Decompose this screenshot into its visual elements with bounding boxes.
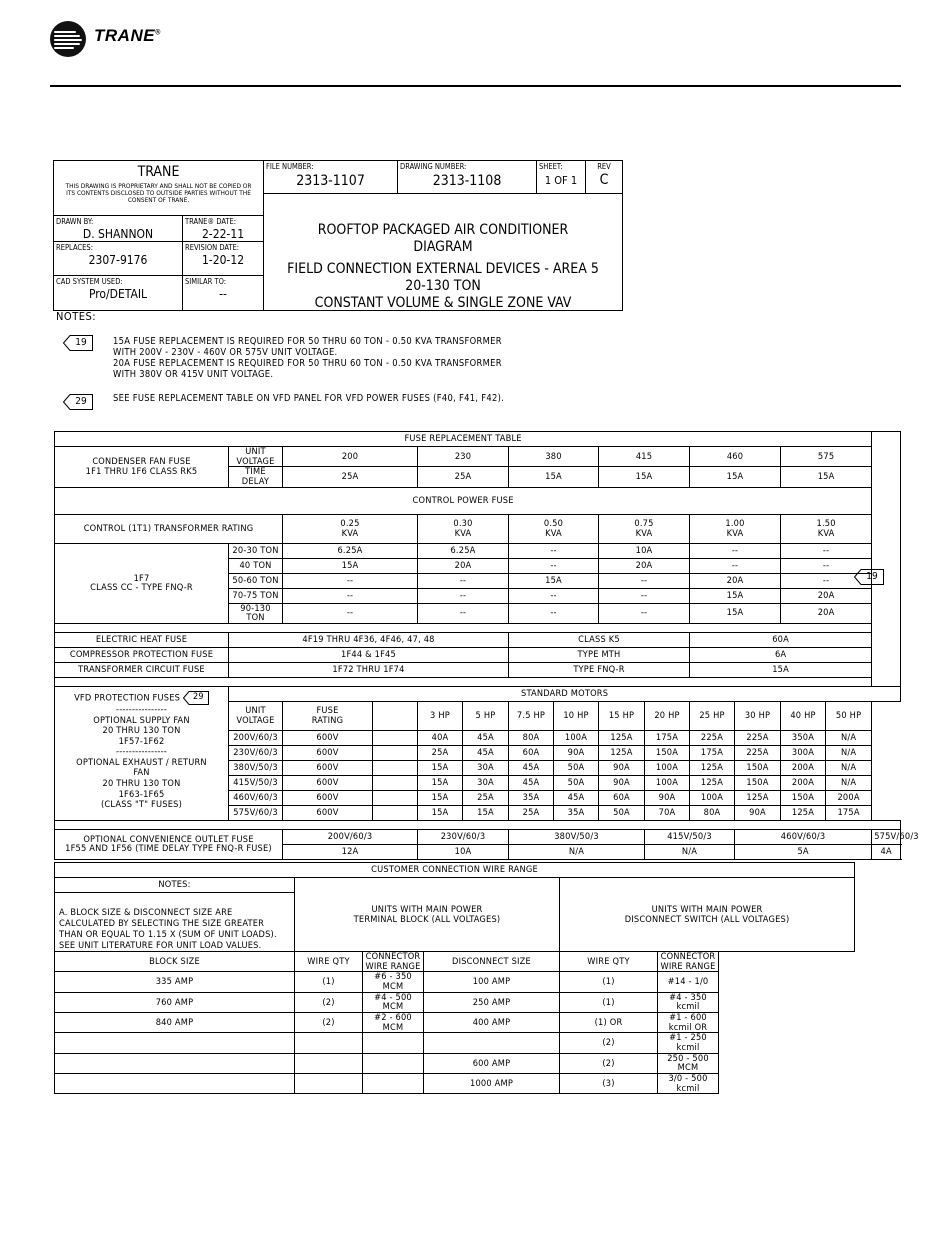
- hp-header: 3 HP: [418, 701, 463, 730]
- unit-voltage-label: UNIT VOLTAGE: [229, 447, 283, 467]
- time-delay-label: TIME DELAY: [229, 467, 283, 487]
- vfd-amp: 30A: [463, 760, 509, 775]
- wire-cell: #1 - 600 kcmil OR: [658, 1013, 719, 1033]
- wire-cell: [55, 1033, 295, 1053]
- vfd-amp: N/A: [826, 745, 872, 760]
- fuse-label: COMPRESSOR PROTECTION FUSE: [55, 647, 229, 662]
- ton-range: 90-130 TON: [229, 603, 283, 623]
- f7-amp: --: [781, 543, 872, 558]
- vfd-voltage: 415V/50/3: [229, 775, 283, 790]
- fuse-amp: 60A: [690, 632, 872, 647]
- unit-voltage-header: UNIT VOLTAGE: [229, 701, 283, 730]
- trane-date: 2-22-11: [201, 226, 245, 241]
- wire-cell: [55, 1074, 295, 1094]
- wire-cell: [55, 1053, 295, 1073]
- vfd-tag: 29: [183, 691, 209, 705]
- hp-header: 15 HP: [599, 701, 645, 730]
- wire-cell: [424, 1033, 560, 1053]
- fuse-rating-header: FUSE RATING: [283, 701, 373, 730]
- wire-cell: #2 - 600 MCM: [363, 1013, 424, 1033]
- drawn-by-cell: DRAWN BY: D. SHANNON: [54, 216, 183, 242]
- replaces: 2307-9176: [88, 252, 148, 267]
- fuse-label: TRANSFORMER CIRCUIT FUSE: [55, 662, 229, 677]
- f7-amp: --: [283, 588, 418, 603]
- vfd-amp: 45A: [463, 730, 509, 745]
- vfd-amp: 40A: [418, 730, 463, 745]
- ton-range: 40 TON: [229, 558, 283, 573]
- vfd-amp: 25A: [418, 745, 463, 760]
- outlet-voltage: 230V/60/3: [418, 829, 509, 844]
- outlet-voltage: 415V/50/3: [645, 829, 735, 844]
- hp-header: 25 HP: [690, 701, 735, 730]
- hp-header: 50 HP: [826, 701, 872, 730]
- unit-voltage: 380: [509, 447, 599, 467]
- time-delay-amp: 25A: [283, 467, 418, 487]
- outlet-amp: 4A: [872, 844, 901, 859]
- hp-header: 10 HP: [554, 701, 599, 730]
- sheet-number: 1 OF 1: [544, 173, 578, 187]
- wire-cell: [363, 1074, 424, 1094]
- transformer-rating-label: CONTROL (1T1) TRANSFORMER RATING: [55, 514, 283, 543]
- vfd-rating: 600V: [283, 775, 373, 790]
- f7-amp: --: [599, 573, 690, 588]
- kva-rating: 1.50 KVA: [781, 514, 872, 543]
- revision: C: [599, 171, 609, 188]
- outlet-voltage: 380V/50/3: [509, 829, 645, 844]
- vfd-amp: 200A: [781, 775, 826, 790]
- wire-col-header: DISCONNECT SIZE: [424, 952, 560, 972]
- wire-range-title: CUSTOMER CONNECTION WIRE RANGE: [55, 863, 855, 878]
- wire-col-header: CONNECTOR WIRE RANGE: [658, 952, 719, 972]
- vfd-rating: 600V: [283, 730, 373, 745]
- vfd-amp: 175A: [690, 745, 735, 760]
- ton-range: 20-30 TON: [229, 543, 283, 558]
- vfd-amp: 45A: [509, 760, 554, 775]
- wire-cell: 760 AMP: [55, 992, 295, 1012]
- ton-range: 50-60 TON: [229, 573, 283, 588]
- title-line-1: ROOFTOP PACKAGED AIR CONDITIONER: [264, 194, 623, 242]
- vfd-amp: 30A: [463, 775, 509, 790]
- vfd-amp: 125A: [599, 730, 645, 745]
- f7-amp: --: [509, 558, 599, 573]
- wire-col-header: WIRE QTY: [295, 952, 363, 972]
- vfd-amp: 100A: [690, 790, 735, 805]
- vfd-amp: 200A: [826, 790, 872, 805]
- vfd-amp: 125A: [599, 745, 645, 760]
- vfd-amp: 125A: [690, 760, 735, 775]
- vfd-rating: 600V: [283, 805, 373, 820]
- hp-header: 20 HP: [645, 701, 690, 730]
- vfd-amp: 15A: [418, 760, 463, 775]
- vfd-amp: 25A: [509, 805, 554, 820]
- outlet-amp: 12A: [283, 844, 418, 859]
- note-19-tag: 19: [63, 335, 93, 351]
- f7-amp: --: [690, 543, 781, 558]
- vfd-amp: 50A: [554, 775, 599, 790]
- rev-cell: REV C: [586, 161, 623, 194]
- f7-amp: 15A: [690, 588, 781, 603]
- vfd-amp: 15A: [418, 805, 463, 820]
- f7-amp: --: [283, 573, 418, 588]
- hp-header: 30 HP: [735, 701, 781, 730]
- outlet-amp: N/A: [509, 844, 645, 859]
- fuse-table-title: FUSE REPLACEMENT TABLE: [55, 432, 872, 447]
- wire-cell: [363, 1053, 424, 1073]
- file-number-cell: FILE NUMBER: 2313-1107: [264, 161, 398, 194]
- wire-cell: [295, 1074, 363, 1094]
- f7-amp: 15A: [690, 603, 781, 623]
- wire-cell: #4 - 350 kcmil: [658, 992, 719, 1012]
- f7-amp: 6.25A: [283, 543, 418, 558]
- hp-header: 40 HP: [781, 701, 826, 730]
- wire-cell: 250 AMP: [424, 992, 560, 1012]
- wire-col-header: WIRE QTY: [560, 952, 658, 972]
- note-29-text: SEE FUSE REPLACEMENT TABLE ON VFD PANEL FOR VFD POWER FUSES (F40, F41, F42).: [113, 393, 505, 404]
- outlet-voltage: 575V/60/3: [872, 829, 901, 844]
- kva-rating: 0.30 KVA: [418, 514, 509, 543]
- vfd-amp: 175A: [826, 805, 872, 820]
- wire-cell: (2): [560, 1033, 658, 1053]
- drawn-by: D. SHANNON: [82, 226, 154, 241]
- vfd-amp: 90A: [554, 745, 599, 760]
- title-lines: [264, 238, 623, 311]
- trane-logo-icon: [50, 21, 86, 57]
- f7-amp: 20A: [599, 558, 690, 573]
- vfd-amp: 225A: [735, 745, 781, 760]
- vfd-voltage: 380V/50/3: [229, 760, 283, 775]
- f7-amp: --: [781, 573, 872, 588]
- f7-amp: 20A: [418, 558, 509, 573]
- f7-amp: 15A: [509, 573, 599, 588]
- vfd-rating: 600V: [283, 790, 373, 805]
- ton-range: 70-75 TON: [229, 588, 283, 603]
- note-29-tag: 29: [63, 394, 93, 410]
- outlet-voltage: 200V/60/3: [283, 829, 418, 844]
- outlet-fuse-label: OPTIONAL CONVENIENCE OUTLET FUSE 1F55 AND 1F56 (TIME DELAY TYPE FNQ-R FUSE): [55, 829, 283, 859]
- wire-cell: 335 AMP: [55, 972, 295, 992]
- vfd-amp: 15A: [418, 775, 463, 790]
- unit-voltage: 415: [599, 447, 690, 467]
- vfd-amp: 45A: [554, 790, 599, 805]
- f7-amp: 15A: [283, 558, 418, 573]
- vfd-amp: 45A: [509, 775, 554, 790]
- unit-voltage: 460: [690, 447, 781, 467]
- revision-date-cell: REVISION DATE: 1-20-12: [183, 242, 264, 276]
- wire-notes-label: NOTES:: [55, 878, 295, 893]
- vfd-amp: 150A: [645, 745, 690, 760]
- control-power-title: CONTROL POWER FUSE: [55, 487, 872, 514]
- fuse-range: 4F19 THRU 4F36, 4F46, 47, 48: [229, 632, 509, 647]
- f7-amp: --: [690, 558, 781, 573]
- kva-rating: 0.75 KVA: [599, 514, 690, 543]
- wire-cell: 250 - 500 MCM: [658, 1053, 719, 1073]
- wire-cell: (2): [295, 1013, 363, 1033]
- vfd-amp: 70A: [645, 805, 690, 820]
- drawing-number: 2313-1108: [432, 172, 502, 189]
- vfd-amp: 150A: [781, 790, 826, 805]
- cad-cell: CAD SYSTEM USED: Pro/DETAIL: [54, 275, 183, 310]
- company-name: TRANE: [137, 164, 180, 180]
- terminal-block-header: UNITS WITH MAIN POWER TERMINAL BLOCK (ALL VOLTAGES): [295, 878, 560, 952]
- replaces-cell: REPLACES: 2307-9176: [54, 242, 183, 276]
- condenser-fan-fuse-label: CONDENSER FAN FUSE 1F1 THRU 1F6 CLASS RK5: [55, 447, 229, 488]
- wire-cell: (2): [560, 1053, 658, 1073]
- time-delay-amp: 15A: [509, 467, 599, 487]
- company-cell: [54, 161, 264, 216]
- vfd-amp: 50A: [599, 805, 645, 820]
- outlet-amp: 5A: [735, 844, 872, 859]
- vfd-amp: 50A: [554, 760, 599, 775]
- vfd-amp: 90A: [645, 790, 690, 805]
- fuse-class: TYPE FNQ-R: [509, 662, 690, 677]
- wire-cell: [363, 1033, 424, 1053]
- vfd-amp: 100A: [645, 775, 690, 790]
- f7-amp: 20A: [781, 603, 872, 623]
- vfd-amp: N/A: [826, 760, 872, 775]
- f7-fuse-label: 1F7 CLASS CC - TYPE FNQ-R: [55, 543, 229, 623]
- vfd-amp: 150A: [735, 760, 781, 775]
- f7-tag-19: 19: [854, 569, 884, 585]
- vfd-amp: 90A: [599, 760, 645, 775]
- vfd-amp: 35A: [509, 790, 554, 805]
- vfd-rating: 600V: [283, 760, 373, 775]
- wire-cell: #1 - 250 kcmil: [658, 1033, 719, 1053]
- vfd-amp: 100A: [645, 760, 690, 775]
- vfd-amp: 100A: [554, 730, 599, 745]
- vfd-voltage: 200V/60/3: [229, 730, 283, 745]
- f7-amp: 6.25A: [418, 543, 509, 558]
- title-line-3: FIELD CONNECTION EXTERNAL DEVICES - AREA 5: [287, 261, 599, 278]
- proprietary-notice: THIS DRAWING IS PROPRIETARY AND SHALL NOT BE COPIED OR ITS CONTENTS DISCLOSED TO OUTSIDE PARTIES WITHOUT THE CONSENT OF TRANE.: [65, 181, 252, 204]
- title-line-2: DIAGRAM: [413, 238, 473, 255]
- unit-voltage: 200: [283, 447, 418, 467]
- wire-cell: (1): [560, 992, 658, 1012]
- f7-amp: --: [418, 588, 509, 603]
- time-delay-amp: 15A: [781, 467, 872, 487]
- brand-name: TRANE®: [94, 26, 161, 45]
- vfd-amp: 15A: [463, 805, 509, 820]
- fuse-range: 1F44 & 1F45: [229, 647, 509, 662]
- vfd-amp: 90A: [735, 805, 781, 820]
- fuse-class: TYPE MTH: [509, 647, 690, 662]
- f7-amp: --: [283, 603, 418, 623]
- vfd-amp: 80A: [509, 730, 554, 745]
- f7-amp: --: [781, 558, 872, 573]
- vfd-amp: 225A: [735, 730, 781, 745]
- vfd-voltage: 460V/60/3: [229, 790, 283, 805]
- revision-date: 1-20-12: [201, 252, 245, 267]
- f7-amp: 20A: [690, 573, 781, 588]
- wire-cell: 1000 AMP: [424, 1074, 560, 1094]
- wire-col-header: BLOCK SIZE: [55, 952, 295, 972]
- fuse-range: 1F72 THRU 1F74: [229, 662, 509, 677]
- vfd-amp: 150A: [735, 775, 781, 790]
- wire-cell: 3/0 - 500 kcmil: [658, 1074, 719, 1094]
- f7-amp: --: [509, 588, 599, 603]
- title-line-5: CONSTANT VOLUME & SINGLE ZONE VAV: [314, 294, 572, 311]
- f7-amp: --: [418, 573, 509, 588]
- wire-cell: (1): [560, 972, 658, 992]
- standard-motors-title: STANDARD MOTORS: [229, 686, 901, 701]
- wire-col-header: CONNECTOR WIRE RANGE: [363, 952, 424, 972]
- outlet-voltage: 460V/60/3: [735, 829, 872, 844]
- vfd-amp: 350A: [781, 730, 826, 745]
- file-number: 2313-1107: [296, 172, 365, 189]
- wire-cell: 100 AMP: [424, 972, 560, 992]
- vfd-amp: 25A: [463, 790, 509, 805]
- wire-cell: 400 AMP: [424, 1013, 560, 1033]
- vfd-voltage: 575V/60/3: [229, 805, 283, 820]
- vfd-amp: 175A: [645, 730, 690, 745]
- wire-cell: #6 - 350 MCM: [363, 972, 424, 992]
- fuse-label: ELECTRIC HEAT FUSE: [55, 632, 229, 647]
- vfd-amp: 125A: [690, 775, 735, 790]
- f7-amp: --: [599, 588, 690, 603]
- header-rule: [50, 85, 901, 87]
- wire-cell: 600 AMP: [424, 1053, 560, 1073]
- cad-system: Pro/DETAIL: [88, 286, 148, 301]
- fuse-amp: 6A: [690, 647, 872, 662]
- vfd-amp: 225A: [690, 730, 735, 745]
- vfd-amp: 60A: [599, 790, 645, 805]
- wire-cell: 840 AMP: [55, 1013, 295, 1033]
- vfd-voltage: 230V/60/3: [229, 745, 283, 760]
- drawing-number-cell: DRAWING NUMBER: 2313-1108: [398, 161, 537, 194]
- similar-cell: SIMILAR TO: --: [183, 275, 264, 310]
- wire-cell: [295, 1053, 363, 1073]
- vfd-amp: 35A: [554, 805, 599, 820]
- kva-rating: 0.50 KVA: [509, 514, 599, 543]
- vfd-amp: 200A: [781, 760, 826, 775]
- note-19-text: 15A FUSE REPLACEMENT IS REQUIRED FOR 50 THRU 60 TON - 0.50 KVA TRANSFORMER WITH 200V - 230V - 460V OR 575V UNIT VOLTAGE. 20A FUSE REPLACEMENT IS REQUIRED FOR 50 THRU 60 TON - 0.50 KVA TRANSFORMER WITH 380V OR 415V UNIT VOLTAGE.: [113, 336, 502, 380]
- outlet-amp: N/A: [645, 844, 735, 859]
- notes-title: NOTES:: [56, 310, 97, 323]
- f7-amp: --: [509, 543, 599, 558]
- f7-amp: 20A: [781, 588, 872, 603]
- fuse-amp: 15A: [690, 662, 872, 677]
- kva-rating: 0.25 KVA: [283, 514, 418, 543]
- f7-amp: --: [599, 603, 690, 623]
- kva-rating: 1.00 KVA: [690, 514, 781, 543]
- unit-voltage: 575: [781, 447, 872, 467]
- wire-cell: #14 - 1/0: [658, 972, 719, 992]
- wire-cell: (1): [295, 972, 363, 992]
- vfd-amp: 90A: [599, 775, 645, 790]
- f7-amp: --: [509, 603, 599, 623]
- wire-cell: [295, 1033, 363, 1053]
- f7-amp: 10A: [599, 543, 690, 558]
- similar-to: --: [219, 286, 227, 301]
- hp-header: 5 HP: [463, 701, 509, 730]
- disconnect-switch-header: UNITS WITH MAIN POWER DISCONNECT SWITCH (ALL VOLTAGES): [560, 878, 855, 952]
- vfd-amp: N/A: [826, 730, 872, 745]
- fuse-class: CLASS K5: [509, 632, 690, 647]
- vfd-protection-label: VFD PROTECTION FUSES 29 ---------------- OPTIONAL SUPPLY FAN 20 THRU 130 TON 1F57-1F62 ---------------- OPTIONAL EXHAUST / RETURN FAN 20 THRU 130 TON 1F63-1F65 (CLASS "T" FUSES): [55, 686, 229, 820]
- vfd-amp: 80A: [690, 805, 735, 820]
- time-delay-amp: 25A: [418, 467, 509, 487]
- vfd-amp: N/A: [826, 775, 872, 790]
- wire-cell: (2): [295, 992, 363, 1012]
- fuse-replacement-table: [54, 431, 919, 860]
- vfd-amp: 125A: [781, 805, 826, 820]
- unit-voltage: 230: [418, 447, 509, 467]
- sheet-cell: SHEET: 1 OF 1: [537, 161, 586, 194]
- trane-date-cell: TRANE® DATE: 2-22-11: [183, 216, 264, 242]
- hp-header: 7.5 HP: [509, 701, 554, 730]
- vfd-amp: 60A: [509, 745, 554, 760]
- wire-note-a: A. BLOCK SIZE & DISCONNECT SIZE ARE CALCULATED BY SELECTING THE SIZE GREATER THAN OR EQUAL TO 1.15 X (SUM OF UNIT LOADS). SEE UNIT LITERATURE FOR UNIT LOAD VALUES.: [55, 893, 295, 952]
- wire-cell: #4 - 500 MCM: [363, 992, 424, 1012]
- vfd-amp: 300A: [781, 745, 826, 760]
- wire-cell: (3): [560, 1074, 658, 1094]
- vfd-amp: 45A: [463, 745, 509, 760]
- customer-wire-range-table: [54, 862, 855, 1094]
- wire-cell: (1) OR: [560, 1013, 658, 1033]
- time-delay-amp: 15A: [690, 467, 781, 487]
- title-line-4: 20-130 TON: [405, 277, 481, 294]
- outlet-amp: 10A: [418, 844, 509, 859]
- vfd-amp: 15A: [418, 790, 463, 805]
- time-delay-amp: 15A: [599, 467, 690, 487]
- title-block: [53, 160, 623, 311]
- vfd-amp: 125A: [735, 790, 781, 805]
- f7-amp: --: [418, 603, 509, 623]
- vfd-rating: 600V: [283, 745, 373, 760]
